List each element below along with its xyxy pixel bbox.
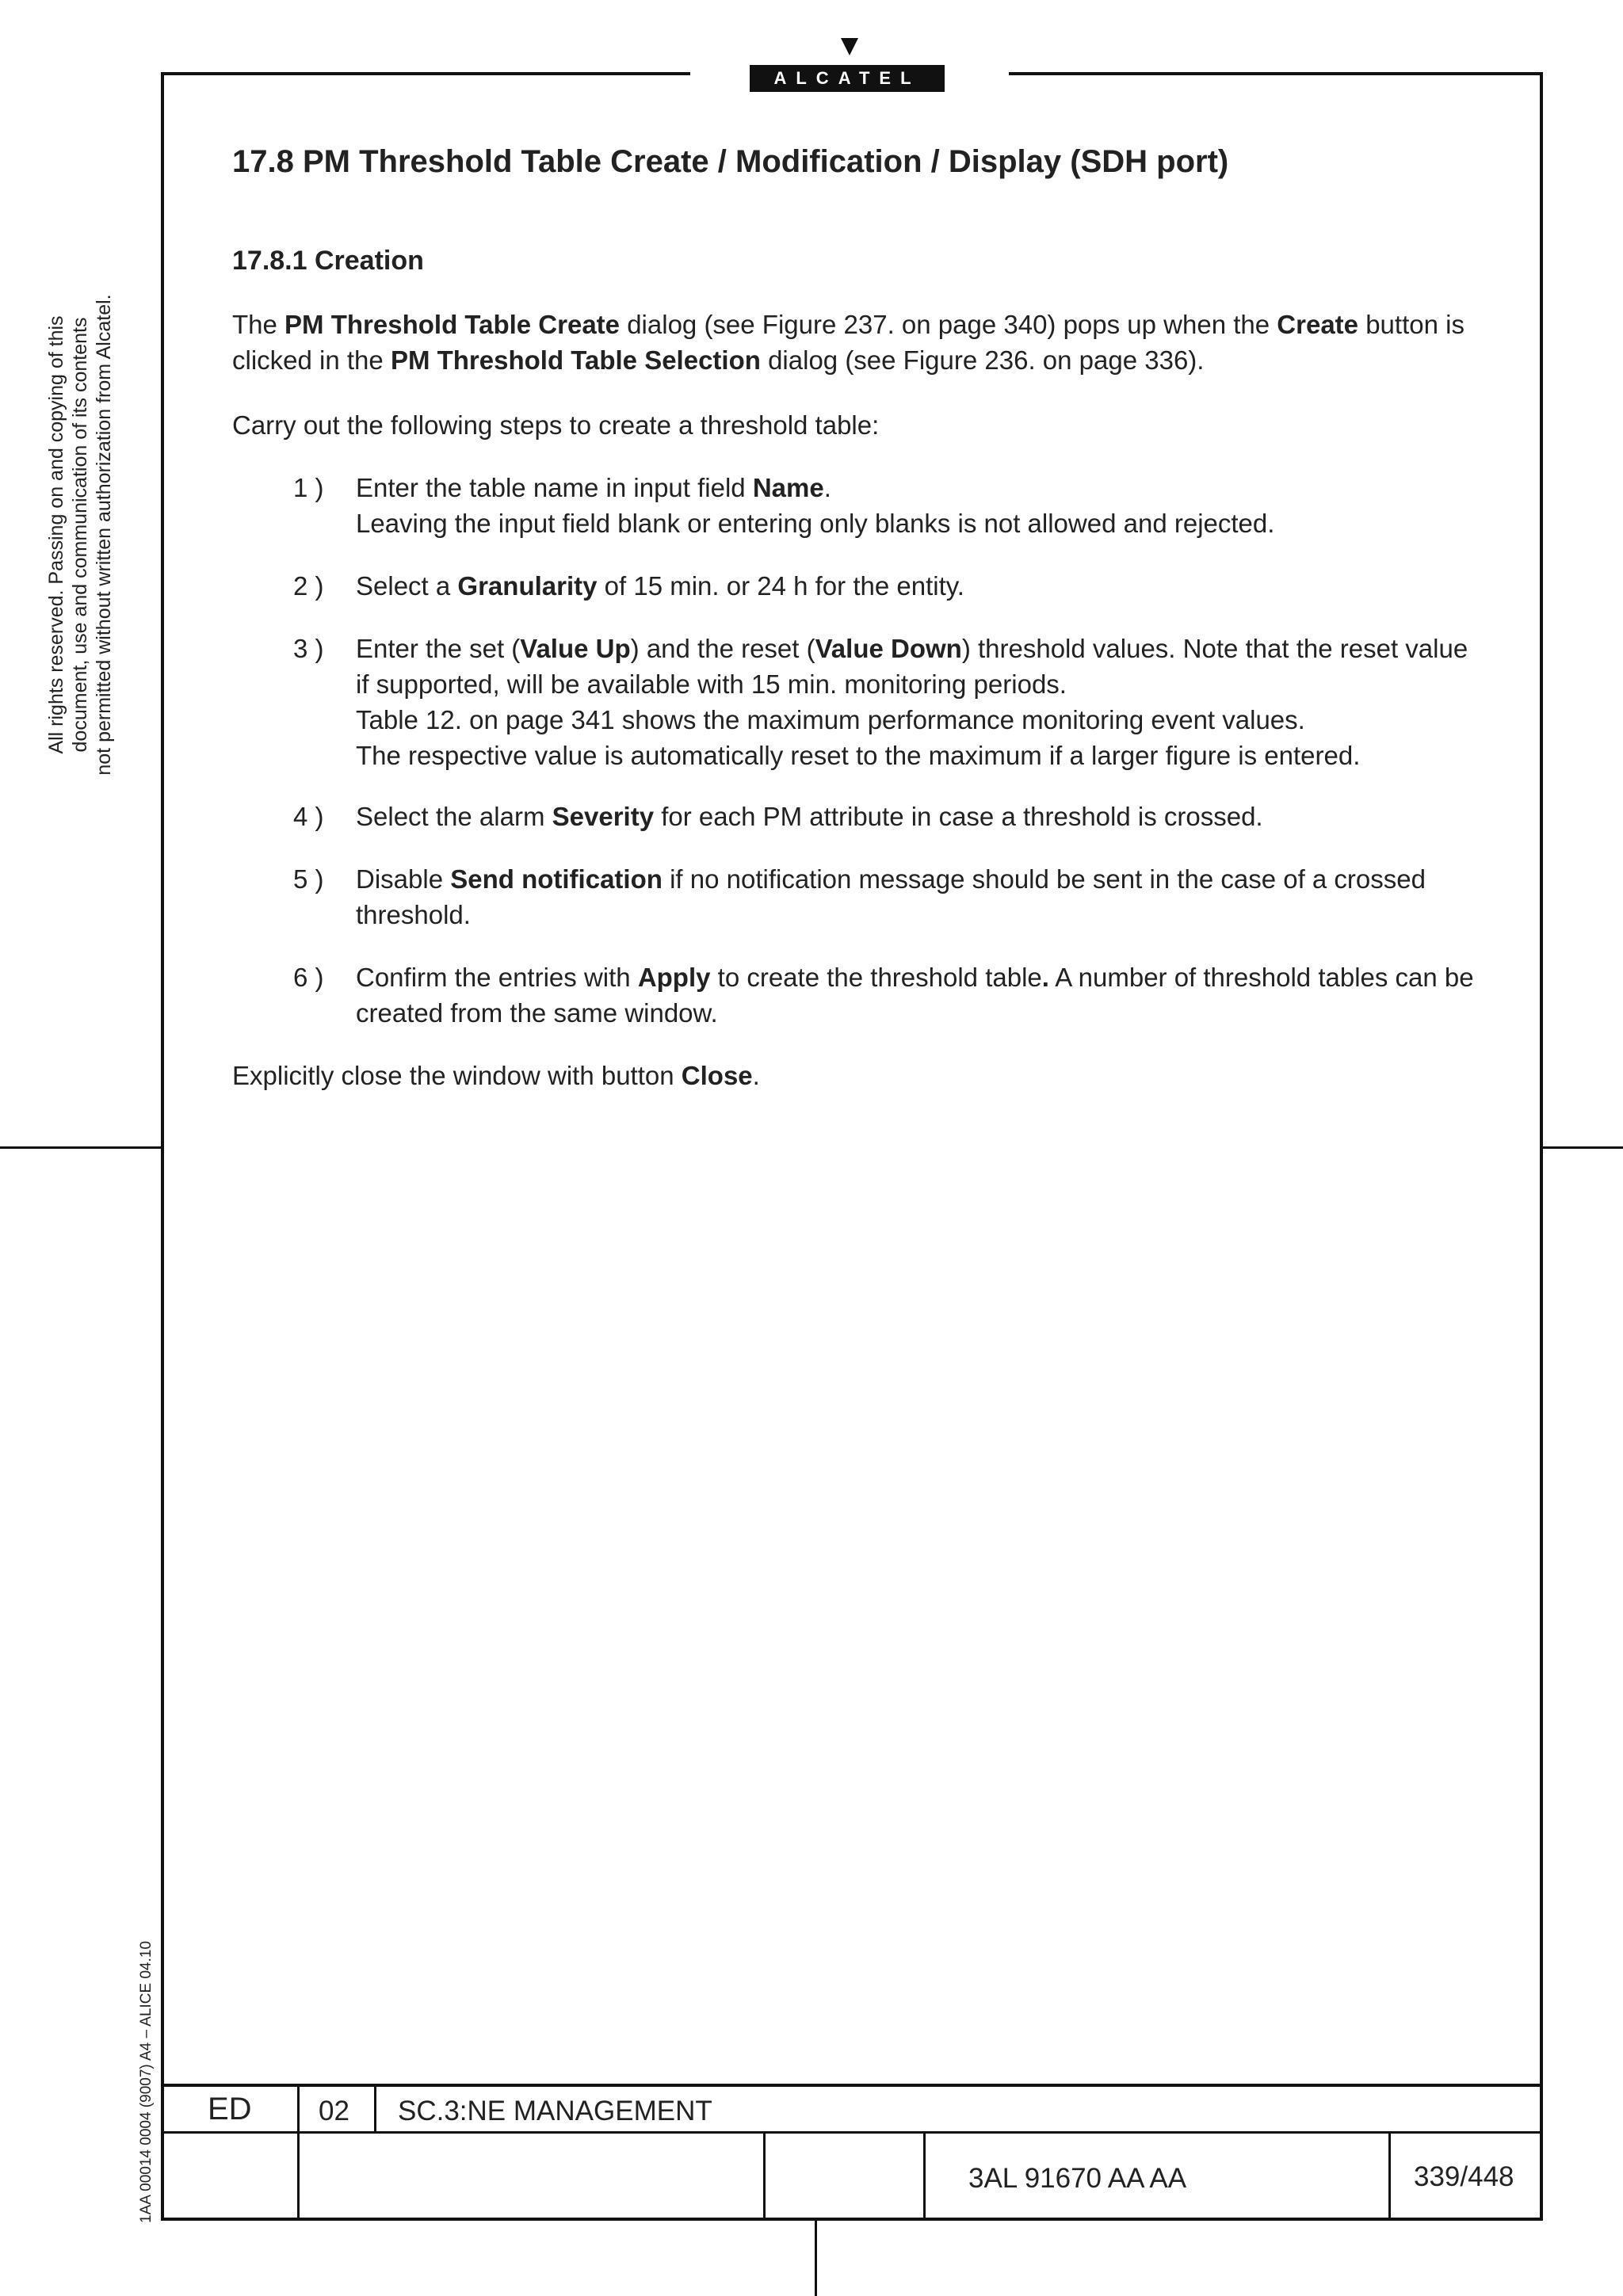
intro-paragraph: [232, 307, 1484, 378]
step-bold-part: Value Up: [520, 634, 631, 663]
step-number: 2 ): [293, 571, 324, 601]
copyright-line-3: not permitted without written authorization from Alcatel.: [93, 294, 115, 776]
step-number: 1 ): [293, 473, 324, 502]
step-text: [356, 799, 1481, 834]
intro-text-3: button is clicked in the: [232, 310, 1465, 375]
step-text-part: Enter the set (: [356, 634, 521, 663]
footer-col-5: [1388, 2131, 1391, 2221]
step-text-part: if no notification message should be sent in the case of a crossed threshold.: [356, 864, 1426, 929]
closing-text-end: .: [752, 1061, 760, 1090]
frame-top-left: [161, 72, 690, 75]
closing-paragraph: [232, 1058, 1484, 1093]
step-text-part: for each PM attribute in case a threshold is crossed.: [654, 802, 1263, 831]
step-bold-part: Name: [752, 473, 824, 502]
footer-col-3: [763, 2131, 766, 2221]
step-text-line: Table 12. on page 341 shows the maximum performance monitoring event values.: [356, 705, 1305, 734]
step-bold-part: Severity: [552, 802, 655, 831]
step-text-part: A number of threshold tables can be created from the same window.: [356, 963, 1474, 1028]
copyright-line-2: document, use and communication of its contents: [69, 317, 91, 753]
step-number: 5 ): [293, 864, 324, 894]
footer-col-1: [297, 2084, 300, 2221]
step-number: 3 ): [293, 634, 324, 663]
binding-mark: [815, 2221, 817, 2296]
intro-bold-1: PM Threshold Table Create: [285, 310, 621, 339]
footer-bottom-line: [161, 2218, 1543, 2221]
intro-bold-3: PM Threshold Table Selection: [390, 345, 761, 375]
step-text-part: Enter the table name in input field: [356, 473, 753, 502]
frame-left: [161, 72, 164, 2221]
document-number: 3AL 91670 AA AA: [968, 2163, 1187, 2194]
step-number: 6 ): [293, 963, 324, 992]
step-text-part: Confirm the entries with: [356, 963, 638, 992]
logo-triangle-icon: [841, 38, 858, 55]
edition-label: ED: [208, 2092, 252, 2126]
closing-text: Explicitly close the window with button: [232, 1061, 682, 1090]
intro-text-1: The: [232, 310, 285, 339]
step-text-part: ) threshold values. Note that the reset value if supported, will be available with 15 min. monitoring periods.: [356, 634, 1468, 699]
step-bold-part: Apply: [637, 963, 711, 992]
step-text: [356, 568, 1481, 604]
footer-col-2: [374, 2084, 376, 2134]
footer-mid-line: [161, 2131, 1543, 2134]
copyright-notice: [44, 273, 116, 796]
step-text-part: of 15 min. or 24 h for the entity.: [597, 571, 964, 601]
step-text-part: Select the alarm: [356, 802, 552, 831]
footer-col-4: [923, 2131, 926, 2221]
step-text: [356, 470, 1481, 541]
step-text: [356, 959, 1481, 1031]
step-bold-part: Value Down: [815, 634, 962, 663]
fold-mark-right: [1543, 1146, 1623, 1149]
subsection-title: 17.8.1 Creation: [232, 246, 424, 276]
frame-top-right: [1009, 72, 1543, 75]
step-text-line: The respective value is automatically reset to the maximum if a larger figure is entered.: [356, 741, 1361, 770]
copyright-line-1: All rights reserved. Passing on and copying of this: [45, 315, 67, 754]
step-text-part: Disable: [356, 864, 451, 894]
lead-paragraph: Carry out the following steps to create a threshold table:: [232, 410, 880, 440]
step-text-part: .: [823, 473, 831, 502]
step-text-part: to create the threshold table: [710, 963, 1042, 992]
step-text-part: ) and the reset (: [630, 634, 815, 663]
intro-text-4: dialog (see Figure 236. on page 336).: [760, 345, 1205, 375]
intro-text-2: dialog (see Figure 237. on page 340) pops up when the: [620, 310, 1277, 339]
logo-wordmark: ALCATEL: [750, 65, 945, 92]
step-number: 4 ): [293, 802, 324, 831]
form-code: 1AA 00014 0004 (9007) A4 – ALICE 04.10: [138, 1940, 155, 2223]
intro-bold-2: Create: [1277, 310, 1359, 339]
footer-top-line: [161, 2084, 1543, 2087]
step-text: [356, 631, 1481, 773]
step-text-part: Select a: [356, 571, 458, 601]
section-name: SC.3:NE MANAGEMENT: [398, 2096, 712, 2126]
edition-value: 02: [319, 2096, 349, 2126]
closing-bold: Close: [681, 1061, 753, 1090]
step-bold-part: .: [1041, 963, 1049, 992]
step-text: [356, 861, 1481, 933]
section-title: 17.8 PM Threshold Table Create / Modification / Display (SDH port): [232, 144, 1229, 179]
page-number: 339/448: [1414, 2161, 1514, 2192]
step-text-line: Leaving the input field blank or entering only blanks is not allowed and rejected.: [356, 509, 1275, 538]
step-bold-part: Send notification: [450, 864, 663, 894]
alcatel-logo: [750, 38, 948, 95]
step-bold-part: Granularity: [457, 571, 598, 601]
fold-mark-left: [0, 1146, 161, 1149]
